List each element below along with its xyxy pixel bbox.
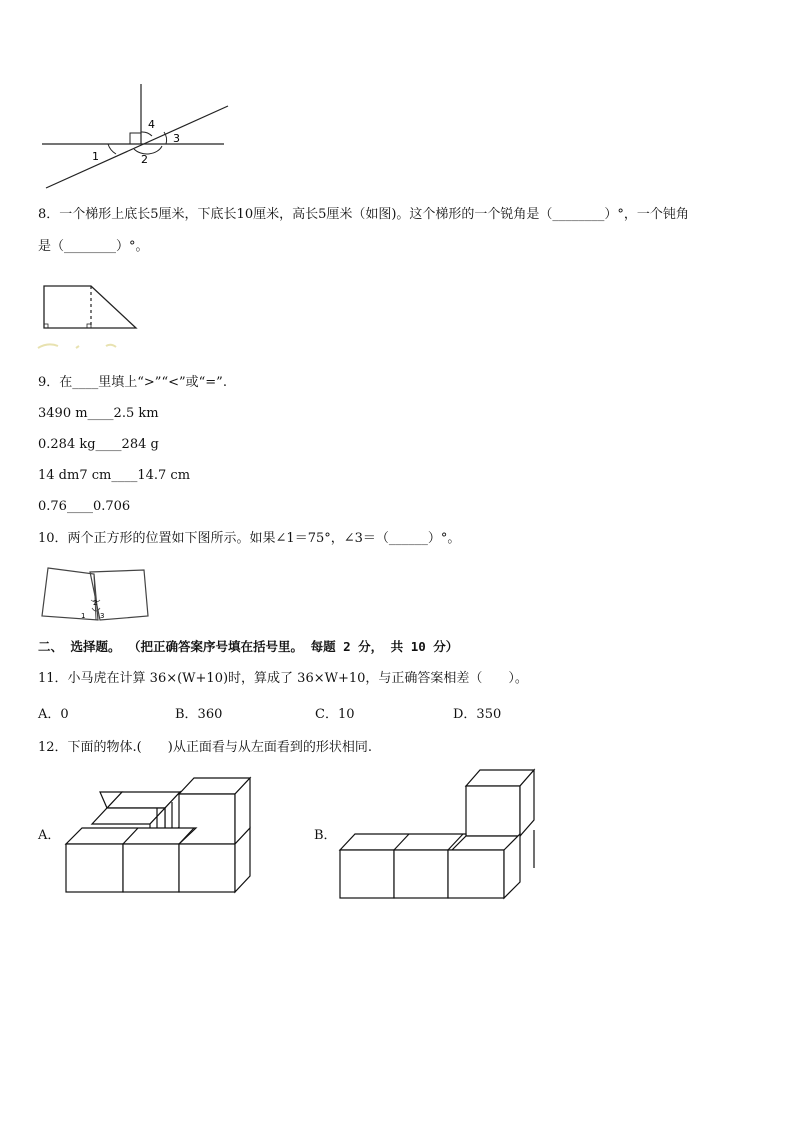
angle-label-1: 1 [81, 612, 86, 620]
section-2-heading: 二、 选择题。 （把正确答案序号填在括号里。 每题 2 分， 共 10 分） [38, 639, 459, 654]
q10-stem: 10．两个正方形的位置如下图所示。如果∠1＝75°，∠3＝（______）°。 [38, 531, 461, 546]
q9-item-1: 3490 m____2.5 km [38, 406, 159, 421]
q12-stem: 12．下面的物体.( )从正面看与从左面看到的形状相同. [38, 740, 372, 755]
right-angle-mark [130, 133, 141, 144]
q12-option-b-label: B． [314, 828, 337, 843]
q11-option-a: A．0 [38, 707, 69, 722]
q12-option-a-label: A． [38, 828, 61, 843]
q8-line-2: 是（________）°。 [38, 239, 149, 254]
q11-option-c: C．10 [315, 707, 355, 722]
q9-item-4: 0.76____0.706 [38, 499, 131, 514]
angle-label-4: 4 [148, 118, 155, 131]
q11-stem: 11．小马虎在计算 36×(W+10)时，算成了 36×W+10，与正确答案相差（ ）。 [38, 671, 528, 686]
angle-label-1: 1 [92, 150, 99, 163]
q8-line-1: 8．一个梯形上底长5厘米，下底长10厘米，高长5厘米（如图)。这个梯形的一个锐角是（________）°，一个钝角 [38, 207, 689, 222]
slanted-line [46, 106, 228, 188]
angle-arc-1 [108, 144, 116, 154]
left-square [42, 568, 98, 620]
right-square [90, 570, 148, 620]
two-squares-figure [38, 562, 154, 626]
q9-item-2: 0.284 kg____284 g [38, 437, 159, 452]
trapezoid-figure [36, 276, 146, 356]
angle-label-3: 3 [100, 612, 105, 620]
angle-label-3: 3 [173, 132, 180, 145]
faint-scan-marks [38, 344, 116, 348]
cube-figure-b [338, 768, 540, 902]
angle-arc-2 [134, 146, 162, 154]
angle-arc-4 [141, 132, 152, 136]
angle-label-2: 2 [93, 599, 98, 607]
q11-option-d: D．350 [453, 707, 502, 722]
q11-option-b: B．360 [175, 707, 223, 722]
q9-stem: 9．在____里填上“>”“<”或“=”. [38, 375, 227, 390]
intersecting-lines-figure [38, 80, 238, 195]
q9-item-3: 14 dm7 cm____14.7 cm [38, 468, 191, 483]
cube-figure-a [60, 774, 260, 898]
angle-label-2: 2 [141, 153, 148, 166]
trapezoid-shape [44, 286, 136, 328]
